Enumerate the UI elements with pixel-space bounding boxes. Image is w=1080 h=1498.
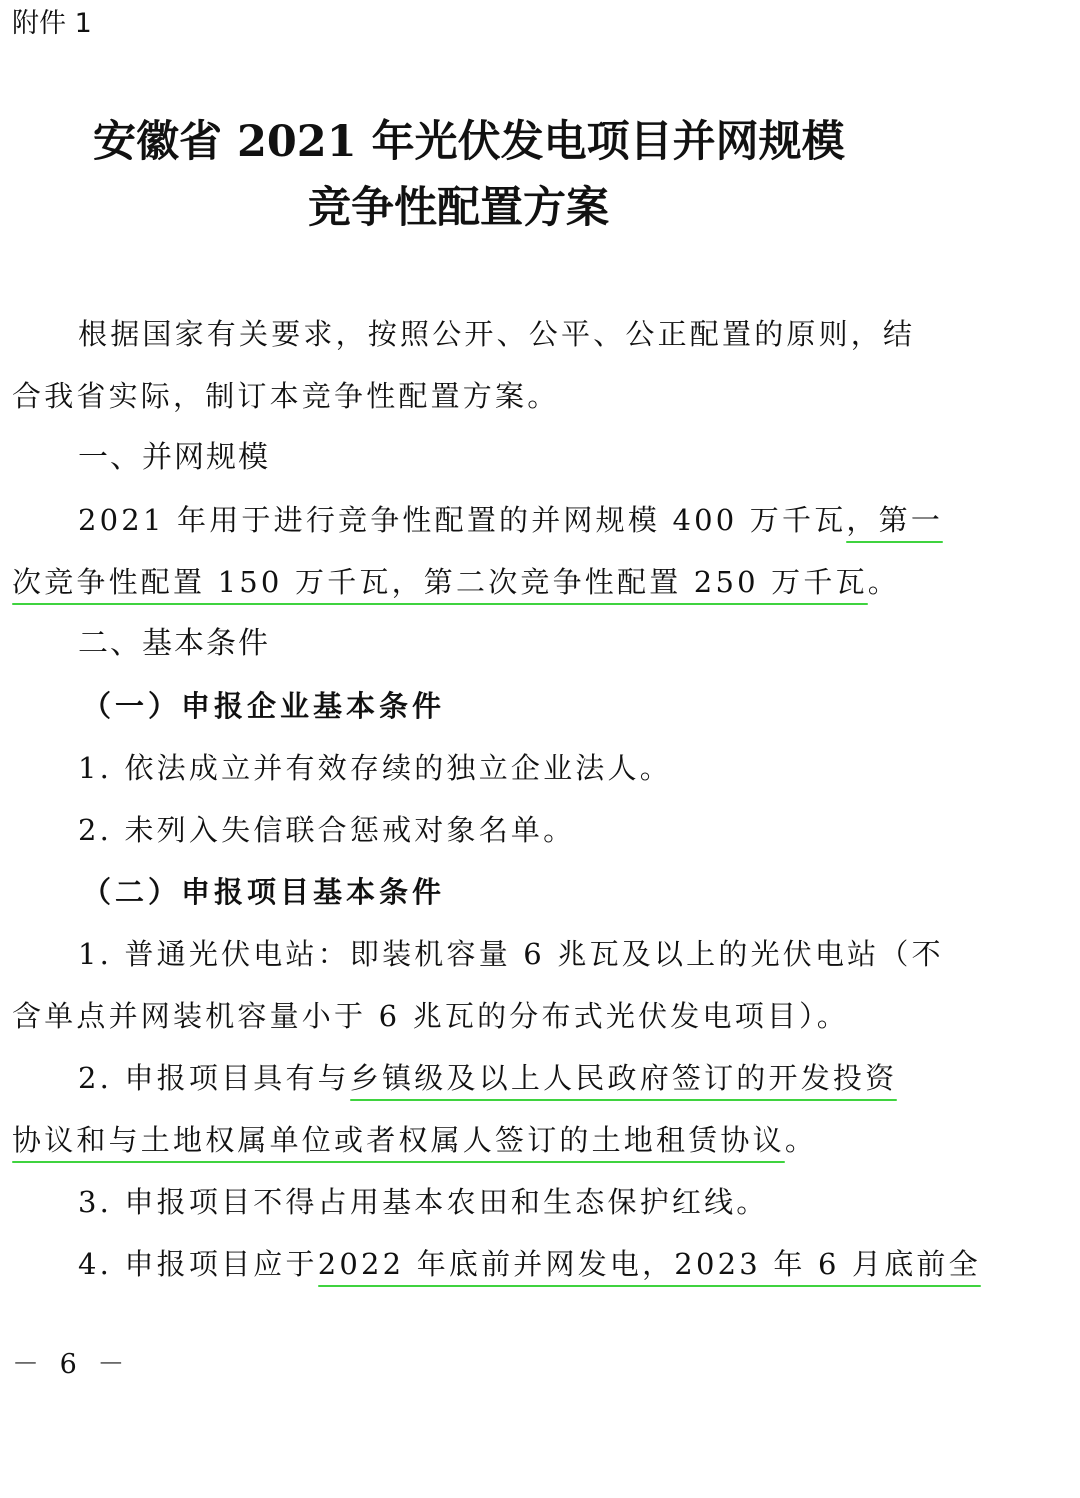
project-condition-1-line1: 1. 普通光伏电站：即装机容量 6 兆瓦及以上的光伏电站（不: [78, 937, 944, 971]
attachment-label: 附件 1: [12, 8, 92, 39]
enterprise-condition-2: 2. 未列入失信联合惩戒对象名单。: [78, 813, 576, 847]
subsection1-heading: （一）申报企业基本条件: [82, 689, 446, 723]
project-condition-4-line1: [78, 1244, 981, 1284]
highlighted-text: 次竞争性配置 150 万千瓦，第二次竞争性配置 250 万千瓦: [12, 565, 868, 599]
page-number: － 6 －: [12, 1349, 131, 1380]
subsection2-heading: （二）申报项目基本条件: [82, 875, 446, 909]
project-condition-2-line1: [78, 1058, 897, 1098]
intro-line1: 根据国家有关要求，按照公开、公平、公正配置的原则，结: [78, 317, 916, 351]
enterprise-condition-1: 1. 依法成立并有效存续的独立企业法人。: [78, 751, 672, 785]
section1-text: 2021 年用于进行竞争性配置的并网规模 400 万千瓦: [78, 503, 847, 537]
highlighted-text: 协议和与土地权属单位或者权属人签订的土地租赁协议: [12, 1123, 785, 1157]
project-condition-1-line2: 含单点并网装机容量小于 6 兆瓦的分布式光伏发电项目）。: [12, 999, 849, 1033]
section1-paragraph-line1: [78, 500, 943, 540]
document-title-line2: 竞争性配置方案: [308, 183, 609, 233]
highlighted-text: 2022 年底前并网发电，2023 年 6 月底前全: [317, 1247, 981, 1281]
intro-line2: 合我省实际，制订本竞争性配置方案。: [12, 379, 560, 413]
highlighted-text: ，第一: [846, 503, 944, 537]
section2-heading: 二、基本条件: [78, 626, 270, 661]
condition-text: 2. 申报项目具有与: [78, 1061, 350, 1095]
highlighted-text: 乡镇级及以上人民政府签订的开发投资: [349, 1061, 898, 1095]
project-condition-3: 3. 申报项目不得占用基本农田和生态保护红线。: [78, 1185, 769, 1219]
condition-text-end: 。: [784, 1123, 818, 1157]
document-title-line1: 安徽省 2021 年光伏发电项目并网规模: [93, 117, 845, 167]
condition-text: 4. 申报项目应于: [78, 1247, 318, 1281]
section1-heading: 一、并网规模: [78, 440, 270, 475]
section1-paragraph-line2: [12, 562, 900, 602]
project-condition-2-line2: [12, 1120, 817, 1160]
section1-text-end: 。: [867, 565, 900, 599]
